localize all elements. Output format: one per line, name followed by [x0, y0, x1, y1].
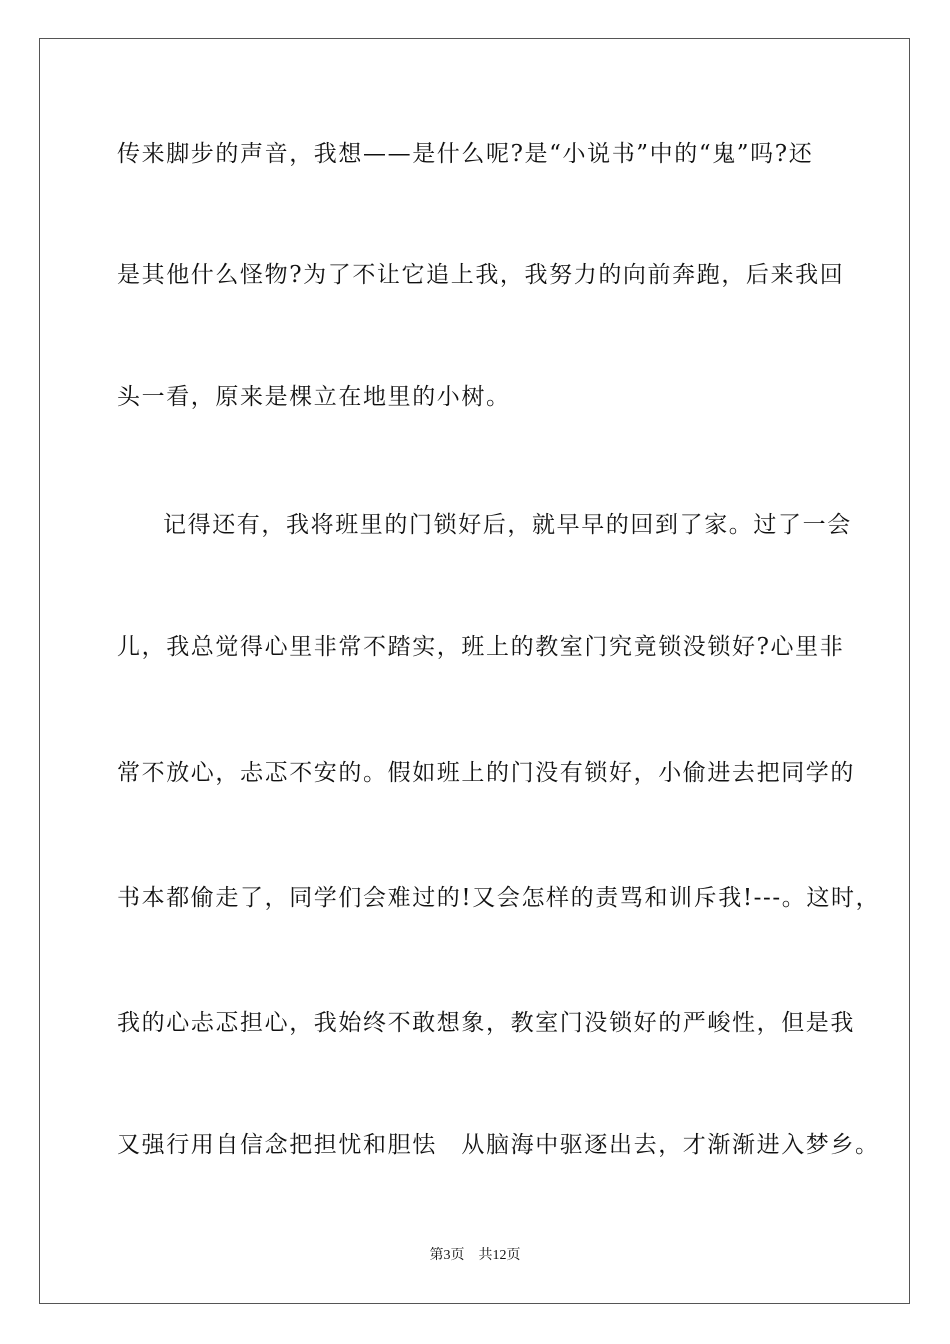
page-border [39, 38, 910, 1304]
text-line: 书本都偷走了，同学们会难过的!又会怎样的责骂和训斥我!---。这时， [117, 885, 881, 911]
text-line: 又强行用自信念把担忧和胆怯 从脑海中驱逐出去，才渐渐进入梦乡。 [117, 1132, 880, 1158]
text-line: 儿，我总觉得心里非常不踏实，班上的教室门究竟锁没锁好?心里非 [117, 634, 845, 660]
text-line: 传来脚步的声音，我想——是什么呢?是“小说书”中的“鬼”吗?还 [117, 141, 814, 167]
page-footer [0, 1247, 950, 1265]
text-line: 是其他什么怪物?为了不让它追上我，我努力的向前奔跑，后来我回 [117, 262, 845, 288]
text-line: 我的心忐忑担心，我始终不敢想象，教室门没锁好的严峻性，但是我 [117, 1010, 855, 1036]
page-total: 共12页 [478, 1248, 521, 1263]
paragraph-first-line: 记得还有，我将班里的门锁好后，就早早的回到了家。过了一会 [163, 512, 852, 538]
text-line: 常不放心，忐忑不安的。假如班上的门没有锁好，小偷进去把同学的 [117, 760, 855, 786]
page-number: 第3页 [429, 1248, 465, 1263]
text-line: 头一看，原来是棵立在地里的小树。 [117, 384, 511, 410]
